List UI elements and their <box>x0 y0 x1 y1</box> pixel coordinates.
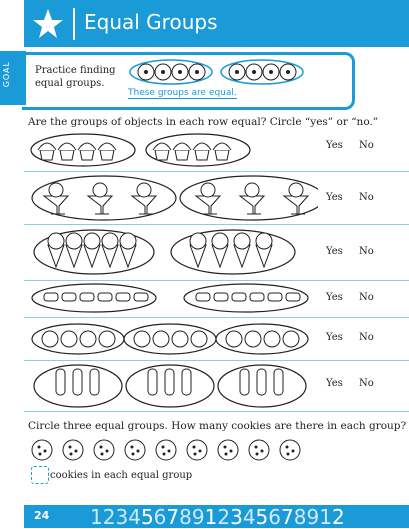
star-icon <box>32 8 64 40</box>
answer-box[interactable] <box>31 466 49 484</box>
no-option[interactable]: No <box>359 246 374 257</box>
goal-caption: These groups are equal. <box>128 88 237 98</box>
cookies-illustration[interactable] <box>30 438 330 462</box>
no-option[interactable]: No <box>359 332 374 343</box>
goal-donut-groups-illustration <box>128 57 308 87</box>
footer-digit: 2 <box>331 505 345 529</box>
footer-digit: 7 <box>166 505 180 529</box>
footer-digit: 2 <box>217 505 231 529</box>
yes-option[interactable]: Yes <box>326 378 343 389</box>
no-option[interactable]: No <box>359 192 374 203</box>
row-muffins <box>24 318 409 361</box>
ice-pop-groups-illustration <box>28 361 313 411</box>
candy-groups-illustration <box>28 281 313 317</box>
answer-label: cookies in each equal group <box>50 470 193 481</box>
footer-digits <box>90 505 345 529</box>
row-candies <box>24 281 409 318</box>
footer-digit: 9 <box>191 505 205 529</box>
row-cones <box>24 225 409 281</box>
yes-option[interactable]: Yes <box>326 140 343 151</box>
header-divider <box>73 8 75 40</box>
yes-option[interactable]: Yes <box>326 292 343 303</box>
header-bar <box>24 0 409 47</box>
footer-digit: 8 <box>293 505 307 529</box>
no-option[interactable]: No <box>359 140 374 151</box>
footer-digit: 4 <box>128 505 141 529</box>
yes-option[interactable]: Yes <box>326 246 343 257</box>
cookie-instructions: Circle three equal groups. How many cookies are there in each group? <box>28 420 407 432</box>
footer-bar <box>24 505 409 528</box>
page-number: 24 <box>34 509 50 522</box>
goal-text-line1: Practice finding <box>35 65 116 76</box>
cupcake-groups-illustration <box>28 132 288 170</box>
footer-digit: 6 <box>153 505 167 529</box>
footer-digit: 1 <box>319 505 332 529</box>
instructions: Are the groups of objects in each row equal? Circle “yes” or “no.” <box>28 116 379 128</box>
footer-digit: 9 <box>306 505 320 529</box>
no-option[interactable]: No <box>359 292 374 303</box>
footer-digit: 3 <box>230 505 243 529</box>
footer-digit: 7 <box>281 505 294 529</box>
footer-digit: 5 <box>255 505 269 529</box>
footer-digit: 8 <box>179 505 192 529</box>
yes-option[interactable]: Yes <box>326 192 343 203</box>
row-cupcakes <box>24 131 409 172</box>
footer-digit: 2 <box>102 505 116 529</box>
footer-digit: 5 <box>140 505 154 529</box>
sundae-groups-illustration <box>28 172 318 224</box>
goal-tab-label: GOAL <box>2 61 11 88</box>
goal-text-line2: equal groups. <box>35 78 105 89</box>
footer-digit: 6 <box>268 505 282 529</box>
page-title: Equal Groups <box>84 10 218 34</box>
yes-option[interactable]: Yes <box>326 332 343 343</box>
cone-groups-illustration <box>30 225 305 279</box>
muffin-groups-illustration <box>28 319 313 359</box>
footer-digit: 3 <box>115 505 129 529</box>
footer-digit: 1 <box>204 505 218 529</box>
footer-digit: 1 <box>90 505 103 529</box>
footer-digit: 4 <box>242 505 256 529</box>
no-option[interactable]: No <box>359 378 374 389</box>
goal-text <box>35 64 125 90</box>
row-ice-pops <box>24 361 409 412</box>
row-sundaes <box>24 172 409 225</box>
